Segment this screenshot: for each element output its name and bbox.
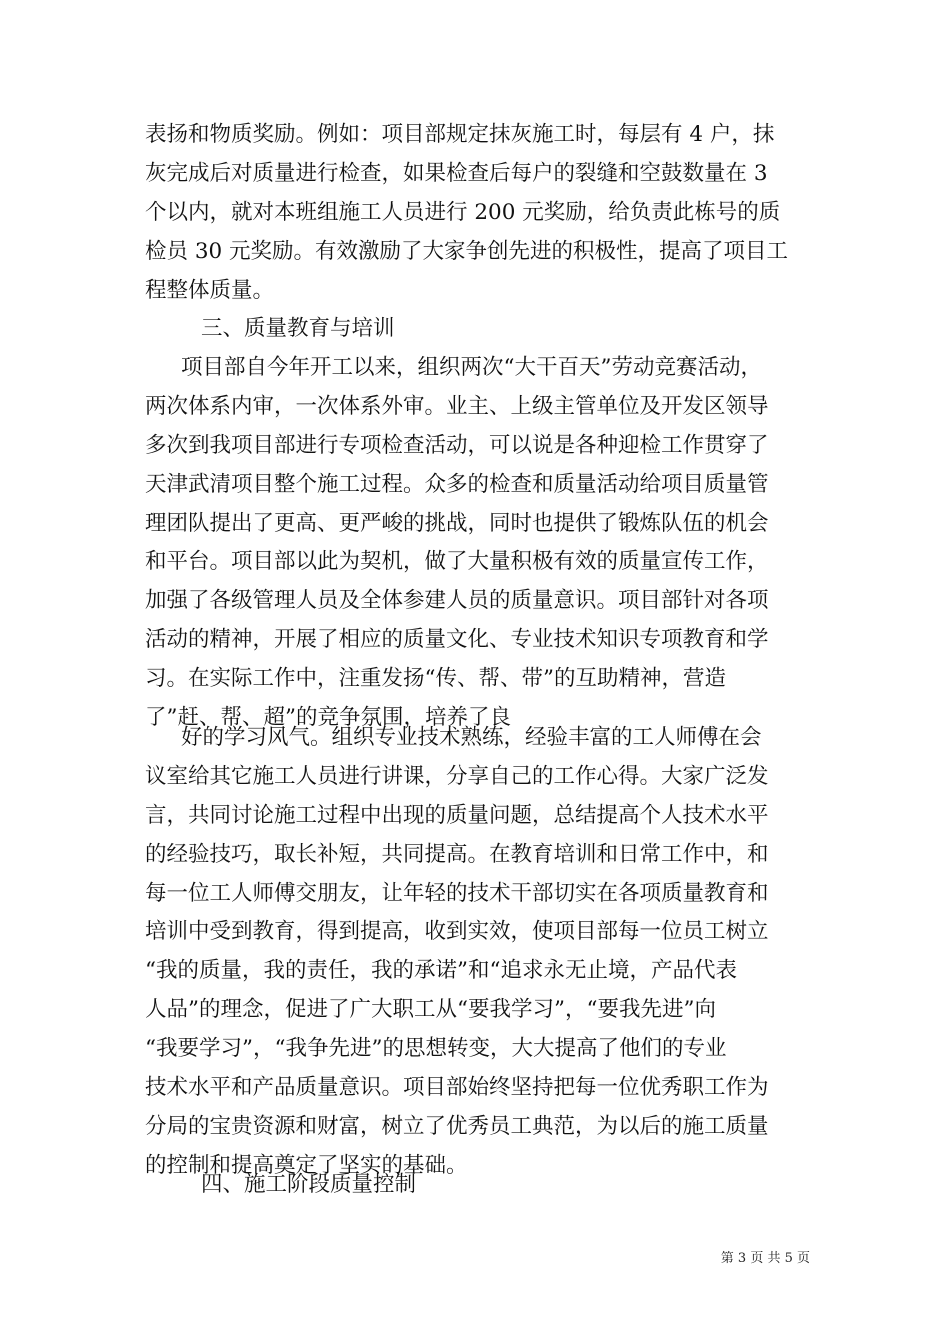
text-line: 了”赶、帮、超”的竞争氛围，培养了良 [145, 705, 511, 731]
text-line: 灰完成后对质量进行检查，如果检查后每户的裂缝和空鼓数量在 3 [145, 160, 768, 186]
text-line: 技术水平和产品质量意识。项目部始终坚持把每一位优秀职工作为 [145, 1075, 769, 1101]
text-line: 个以内，就对本班组施工人员进行 200 元奖励，给负责此栋号的质 [145, 199, 781, 225]
text-line: “我的质量，我的责任，我的承诺”和“追求永无止境，产品代表 [145, 958, 737, 984]
text-line: 议室给其它施工人员进行讲课，分享自己的工作心得。大家广泛发 [145, 763, 769, 789]
text-line: 项目部自今年开工以来，组织两次“大干百天”劳动竞赛活动， [181, 355, 762, 380]
text-line: 两次体系内审，一次体系外审。业主、上级主管单位及开发区领导 [145, 393, 769, 419]
text-line: 加强了各级管理人员及全体参建人员的质量意识。项目部针对各项 [145, 588, 769, 614]
text-line: 天津武清项目整个施工过程。众多的检查和质量活动给项目质量管 [145, 471, 769, 497]
text-line: 的控制和提高奠定了坚实的基础。 [145, 1152, 468, 1178]
text-line: 和平台。项目部以此为契机，做了大量积极有效的质量宣传工作， [145, 549, 769, 575]
text-line: 活动的精神，开展了相应的质量文化、专业技术知识专项教育和学 [145, 627, 769, 653]
paragraph-learning-atmosphere [145, 719, 815, 1186]
text-line: “我要学习”，“我争先进”的思想转变，大大提高了他们的专业 [145, 1036, 727, 1062]
text-line: 人品”的理念，促进了广大职工从“要我学习”，“要我先进”向 [145, 997, 716, 1023]
page-number-footer: 第 3 页 共 5 页 [720, 1251, 810, 1266]
text-line: 的经验技巧，取长补短，共同提高。在教育培训和日常工作中，和 [145, 841, 769, 867]
section-heading-text: 四、施工阶段质量控制 [201, 1172, 417, 1197]
text-line: 言，共同讨论施工过程中出现的质量问题，总结提高个人技术水平 [145, 802, 769, 828]
paragraph-training-activities [145, 349, 815, 738]
text-line: 分局的宝贵资源和财富，树立了优秀员工典范，为以后的施工质量 [145, 1113, 769, 1139]
text-line: 理团队提出了更高、更严峻的挑战，同时也提供了锻炼队伍的机会 [145, 510, 769, 536]
text-line: 程整体质量。 [145, 277, 275, 303]
text-line: 培训中受到教育，得到提高，收到实效，使项目部每一位员工树立 [145, 919, 769, 945]
text-line: 表扬和物质奖励。例如：项目部规定抹灰施工时，每层有 4 户，抹 [145, 122, 775, 147]
text-line: 多次到我项目部进行专项检查活动，可以说是各种迎检工作贯穿了 [145, 432, 769, 458]
section-heading-text: 三、质量教育与培训 [201, 316, 395, 341]
section-heading-construction-control [201, 1166, 801, 1205]
text-line: 好的学习风气。组织专业技术熟练，经验丰富的工人师傅在会 [181, 725, 762, 750]
text-line: 每一位工人师傅交朋友，让年轻的技术干部切实在各项质量教育和 [145, 880, 769, 906]
text-line: 检员 30 元奖励。有效激励了大家争创先进的积极性，提高了项目工 [145, 238, 789, 264]
paragraph-quality-rewards [145, 116, 815, 310]
section-heading-quality-education [201, 310, 801, 349]
text-line: 习。在实际工作中，注重发扬“传、帮、带”的互助精神，营造 [145, 666, 726, 692]
